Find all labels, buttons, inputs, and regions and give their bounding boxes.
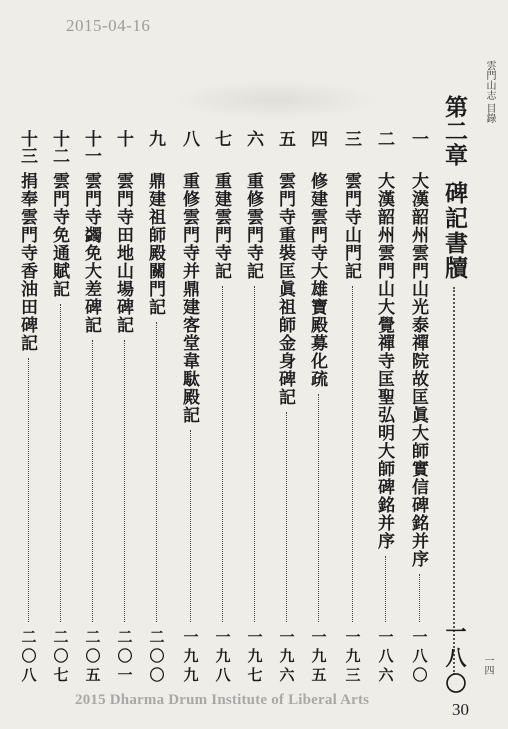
toc-entry <box>342 130 364 685</box>
chapter-title: 碑記書牘 <box>441 181 468 281</box>
toc-entry <box>82 130 104 685</box>
entry-title: 大漢韶州雲門山光泰禪院故匡眞大師實信碑銘并序 <box>408 172 428 568</box>
dot-leader <box>385 556 386 622</box>
toc-entry <box>114 130 136 685</box>
chapter-number: 第二章 <box>441 95 468 167</box>
entry-page: 一 九 五 <box>311 628 327 684</box>
running-header: 雲門山志 目錄 <box>484 60 495 124</box>
entry-number: 一 <box>408 130 428 147</box>
entry-title: 重修雲門寺并鼎建客堂韋駄殿記 <box>179 172 199 424</box>
entry-page: 二 〇 五 <box>85 628 101 684</box>
footer-watermark: 2015 Dharma Drum Institute of Liberal Arts <box>75 692 370 708</box>
entry-title: 捐奉雲門寺香油田碑記 <box>17 172 37 352</box>
dot-leader <box>419 574 420 622</box>
entry-title: 修建雲門寺大雄寶殿募化疏 <box>307 172 327 388</box>
entry-page: 一 八 六 <box>378 628 394 684</box>
toc-entry <box>276 130 298 685</box>
dot-leader <box>124 340 125 622</box>
entry-number: 十三 <box>17 130 37 164</box>
entry-title: 鼎建祖師殿關門記 <box>145 172 165 316</box>
entry-number: 三 <box>341 130 361 147</box>
entry-number: 二 <box>374 130 394 147</box>
entry-page: 二 〇 七 <box>53 628 69 684</box>
dot-leader <box>286 412 287 622</box>
entry-title: 重修雲門寺記 <box>243 172 263 280</box>
dot-leader <box>453 287 455 675</box>
toc-entry <box>308 130 330 685</box>
entry-title: 重建雲門寺記 <box>211 172 231 280</box>
dot-leader <box>352 286 353 622</box>
toc-entry <box>180 130 202 685</box>
dot-leader <box>318 394 319 622</box>
entry-title: 雲門寺免通賦記 <box>49 172 69 298</box>
page-marker: 一四 <box>482 655 493 675</box>
entry-page: 二 〇 〇 <box>149 628 165 684</box>
entry-title: 大漢韶州雲門山大覺禪寺匡聖弘明大師碑銘并序 <box>374 172 394 550</box>
toc-entry <box>18 130 40 685</box>
toc-entry <box>375 130 397 685</box>
page-number: 30 <box>452 700 469 719</box>
entry-page: 一 九 八 <box>215 628 231 684</box>
entry-number: 九 <box>145 130 165 147</box>
entry-number: 六 <box>243 130 263 147</box>
entry-number: 十一 <box>81 130 101 164</box>
date-stamp: 2015-04-16 <box>66 16 151 35</box>
entry-page: 一 九 三 <box>345 628 361 684</box>
entry-page: 二 〇 八 <box>21 628 37 684</box>
entry-number: 七 <box>211 130 231 147</box>
entry-page: 一 九 七 <box>247 628 263 684</box>
entry-number: 十 <box>113 130 133 147</box>
show-through-shadow <box>170 80 380 120</box>
chapter-heading <box>441 95 471 696</box>
entry-page: 二 〇 一 <box>117 628 133 684</box>
dot-leader <box>254 286 255 622</box>
dot-leader <box>156 322 157 622</box>
entry-number: 十二 <box>49 130 69 164</box>
toc-entry <box>409 130 431 685</box>
toc-entry <box>50 130 72 685</box>
dot-leader <box>222 286 223 622</box>
toc-entry <box>146 130 168 685</box>
entry-page: 一 九 九 <box>183 628 199 684</box>
entry-page: 一 九 六 <box>279 628 295 684</box>
entry-title: 雲門寺山門記 <box>341 172 361 280</box>
entry-number: 四 <box>307 130 327 147</box>
entry-title: 雲門寺重裝匡眞祖師金身碑記 <box>275 172 295 406</box>
toc-entry <box>244 130 266 685</box>
entry-page: 一 八 〇 <box>412 628 428 684</box>
entry-number: 五 <box>275 130 295 147</box>
dot-leader <box>92 340 93 622</box>
dot-leader <box>190 430 191 622</box>
entry-number: 八 <box>179 130 199 147</box>
toc-entry <box>212 130 234 685</box>
entry-title: 雲門寺蠲免大差碑記 <box>81 172 101 334</box>
entry-title: 雲門寺田地山場碑記 <box>113 172 133 334</box>
chapter-page: 一 八 〇 <box>445 619 467 696</box>
dot-leader <box>28 358 29 622</box>
dot-leader <box>60 304 61 622</box>
